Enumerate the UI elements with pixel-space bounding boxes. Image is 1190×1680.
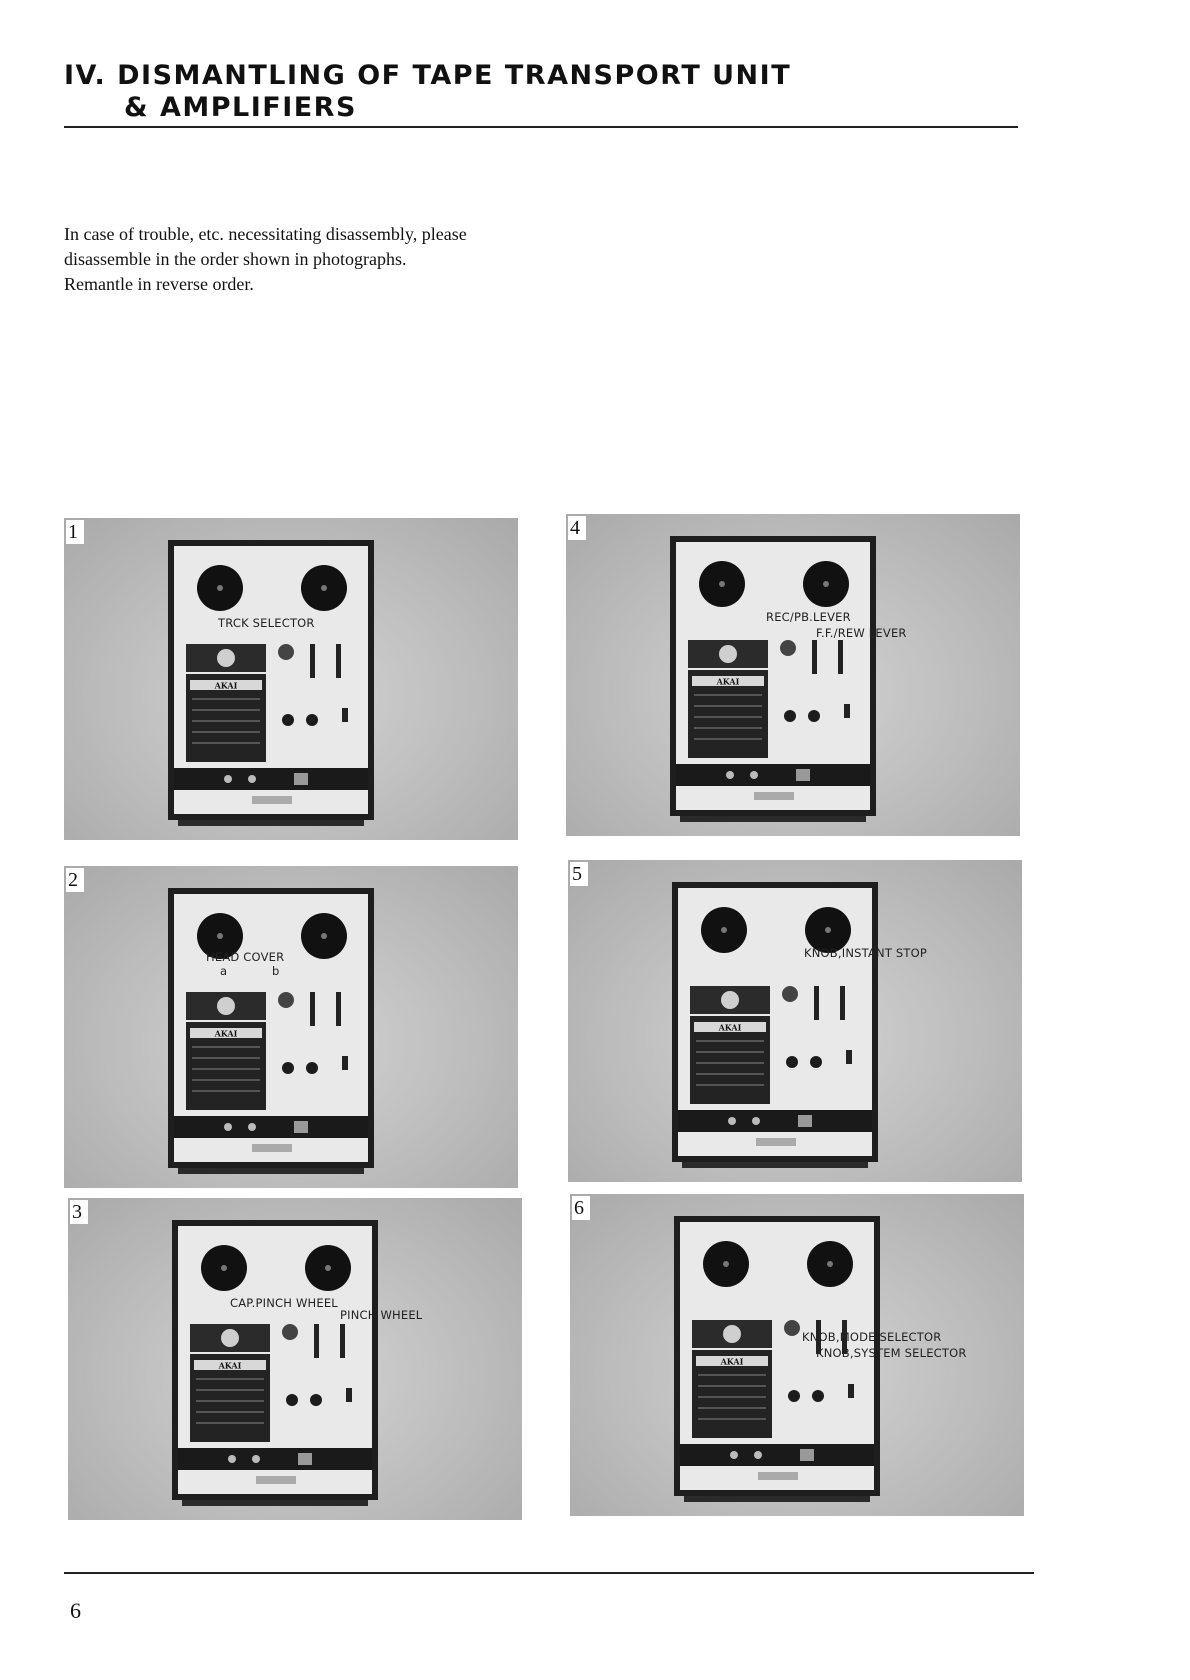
label-head-cover: HEAD COVER	[206, 950, 285, 964]
model-badge	[252, 796, 292, 804]
label-knob-instant-stop: KNOB,INSTANT STOP	[804, 946, 928, 960]
photo-number: 4	[568, 516, 586, 540]
meter-slot	[342, 1056, 348, 1070]
right-reel-hub	[321, 933, 327, 939]
section-heading-line2: & AMPLIFIERS	[124, 92, 357, 123]
ff-rew-lever	[840, 986, 845, 1020]
deck-group	[670, 536, 876, 822]
rec-lever	[814, 986, 819, 1020]
amp-grille-line	[698, 1385, 766, 1387]
left-reel-hub	[723, 1261, 729, 1267]
amp-grille-line	[694, 705, 762, 707]
cabinet-base	[178, 1168, 364, 1174]
amp-grille-line	[696, 1040, 764, 1042]
strip-switch	[796, 769, 810, 781]
strip-switch	[798, 1115, 812, 1127]
control-strip	[174, 768, 368, 790]
left-reel-hub	[217, 585, 223, 591]
mode-knob	[788, 1390, 800, 1402]
brand-name: AKAI	[716, 676, 740, 687]
amp-grille-line	[196, 1411, 264, 1413]
deck-group	[672, 882, 878, 1168]
footer-rule	[64, 1572, 1034, 1574]
label-rec-pb-lever: REC/PB.LEVER	[766, 610, 851, 624]
control-strip	[174, 1116, 368, 1138]
pinch-wheel	[784, 1320, 800, 1336]
label-ff-rew-lever: F.F./REW LEVER	[816, 626, 907, 640]
section-heading	[64, 60, 791, 124]
amp-grille-line	[694, 727, 762, 729]
tape-deck-illustration	[64, 866, 518, 1188]
amp-grille-line	[196, 1400, 264, 1402]
pinch-wheel	[278, 644, 294, 660]
cabinet-base	[684, 1496, 870, 1502]
strip-knob	[252, 1455, 260, 1463]
amp-grille-line	[698, 1396, 766, 1398]
tape-deck-illustration	[566, 514, 1020, 836]
control-strip	[178, 1448, 372, 1470]
meter-slot	[846, 1050, 852, 1064]
left-reel-hub	[721, 927, 727, 933]
strip-knob	[726, 771, 734, 779]
amp-grille-line	[196, 1378, 264, 1380]
ff-rew-lever	[336, 644, 341, 678]
mode-knob	[786, 1056, 798, 1068]
intro-line-2: disassemble in the order shown in photographs.	[64, 249, 407, 269]
deck-group	[168, 540, 374, 826]
system-knob	[812, 1390, 824, 1402]
amp-grille-line	[192, 731, 260, 733]
left-reel-hub	[719, 581, 725, 587]
model-badge	[252, 1144, 292, 1152]
photo-5	[568, 860, 1022, 1182]
cabinet-base	[178, 820, 364, 826]
brand-name: AKAI	[214, 1028, 238, 1039]
amp-grille-line	[698, 1407, 766, 1409]
strip-knob	[750, 771, 758, 779]
meter-slot	[346, 1388, 352, 1402]
amp-grille-line	[196, 1422, 264, 1424]
photo-number: 3	[70, 1200, 88, 1224]
system-knob	[310, 1394, 322, 1406]
amp-grille-line	[192, 1079, 260, 1081]
strip-knob	[224, 1123, 232, 1131]
model-badge	[256, 1476, 296, 1484]
amp-grille-line	[698, 1374, 766, 1376]
amp-grille-line	[696, 1051, 764, 1053]
strip-knob	[228, 1455, 236, 1463]
strip-switch	[800, 1449, 814, 1461]
amp-grille-line	[192, 1090, 260, 1092]
amp-grille-line	[696, 1062, 764, 1064]
amp-grille-line	[694, 694, 762, 696]
deck-group	[168, 888, 374, 1174]
photo-number: 2	[66, 868, 84, 892]
amp-grille-line	[192, 709, 260, 711]
brand-name: AKAI	[218, 1360, 242, 1371]
tape-deck-illustration	[568, 860, 1022, 1182]
amp-grille-line	[192, 1046, 260, 1048]
control-strip	[680, 1444, 874, 1466]
tape-deck-illustration	[64, 518, 518, 840]
heading-rule	[64, 126, 1018, 128]
photo-number: 1	[66, 520, 84, 544]
brand-name: AKAI	[214, 680, 238, 691]
intro-line-3: Remantle in reverse order.	[64, 274, 254, 294]
head-cover-knob	[723, 1325, 741, 1343]
ff-rew-lever	[336, 992, 341, 1026]
system-knob	[810, 1056, 822, 1068]
mode-knob	[282, 714, 294, 726]
strip-knob	[754, 1451, 762, 1459]
pinch-wheel	[780, 640, 796, 656]
right-reel-hub	[325, 1265, 331, 1271]
left-reel-hub	[221, 1265, 227, 1271]
system-knob	[306, 1062, 318, 1074]
mode-knob	[286, 1394, 298, 1406]
amp-grille-line	[696, 1084, 764, 1086]
label-knob-system-selector: KNOB,SYSTEM SELECTOR	[816, 1346, 967, 1360]
pinch-wheel	[782, 986, 798, 1002]
control-strip	[678, 1110, 872, 1132]
strip-knob	[248, 775, 256, 783]
amp-grille-line	[192, 1068, 260, 1070]
brand-name: AKAI	[718, 1022, 742, 1033]
strip-switch	[294, 773, 308, 785]
cabinet-base	[682, 1162, 868, 1168]
right-reel-hub	[825, 927, 831, 933]
head-cover-knob	[217, 649, 235, 667]
amp-grille-line	[192, 698, 260, 700]
section-heading-line1: IV. DISMANTLING OF TAPE TRANSPORT UNIT	[64, 60, 792, 91]
pinch-wheel	[282, 1324, 298, 1340]
label-a: a	[220, 964, 228, 978]
intro-line-1: In case of trouble, etc. necessitating disassembly, please	[64, 224, 467, 244]
amp-grille-line	[192, 720, 260, 722]
ff-rew-lever	[340, 1324, 345, 1358]
label-cap-pinch-wheel: CAP.PINCH WHEEL	[230, 1296, 338, 1310]
head-cover-knob	[721, 991, 739, 1009]
head-cover-knob	[217, 997, 235, 1015]
mode-knob	[282, 1062, 294, 1074]
amp-grille-line	[694, 738, 762, 740]
system-knob	[808, 710, 820, 722]
page-number: 6	[70, 1598, 81, 1623]
right-reel-hub	[823, 581, 829, 587]
strip-knob	[730, 1451, 738, 1459]
brand-name: AKAI	[720, 1356, 744, 1367]
tape-deck-illustration	[68, 1198, 522, 1520]
strip-knob	[224, 775, 232, 783]
meter-slot	[844, 704, 850, 718]
cabinet-base	[182, 1500, 368, 1506]
model-badge	[754, 792, 794, 800]
system-knob	[306, 714, 318, 726]
label-pinch-wheel: PINCH WHEEL	[340, 1308, 423, 1322]
strip-switch	[294, 1121, 308, 1133]
right-reel-hub	[827, 1261, 833, 1267]
head-cover-knob	[719, 645, 737, 663]
rec-lever	[314, 1324, 319, 1358]
photo-number: 6	[572, 1196, 590, 1220]
intro-paragraph	[64, 222, 518, 297]
amp-grille-line	[192, 742, 260, 744]
strip-switch	[298, 1453, 312, 1465]
label-knob-mode-selector: KNOB,MODE SELECTOR	[802, 1330, 942, 1344]
control-strip	[676, 764, 870, 786]
model-badge	[756, 1138, 796, 1146]
rec-lever	[310, 644, 315, 678]
rec-lever	[310, 992, 315, 1026]
right-reel-hub	[321, 585, 327, 591]
label-track-selector: TRCK SELECTOR	[218, 616, 315, 630]
ff-rew-lever	[838, 640, 843, 674]
head-cover-knob	[221, 1329, 239, 1347]
photo-number: 5	[570, 862, 588, 886]
mode-knob	[784, 710, 796, 722]
model-badge	[758, 1472, 798, 1480]
deck-group	[172, 1220, 378, 1506]
amp-grille-line	[694, 716, 762, 718]
left-reel-hub	[217, 933, 223, 939]
photo-2	[64, 866, 518, 1188]
meter-slot	[342, 708, 348, 722]
photo-6	[570, 1194, 1024, 1516]
pinch-wheel	[278, 992, 294, 1008]
cabinet-base	[680, 816, 866, 822]
photo-3	[68, 1198, 522, 1520]
rec-lever	[812, 640, 817, 674]
strip-knob	[248, 1123, 256, 1131]
amp-grille-line	[192, 1057, 260, 1059]
label-b: b	[272, 964, 280, 978]
photo-1	[64, 518, 518, 840]
meter-slot	[848, 1384, 854, 1398]
strip-knob	[752, 1117, 760, 1125]
amp-grille-line	[696, 1073, 764, 1075]
amp-grille-line	[698, 1418, 766, 1420]
photo-4	[566, 514, 1020, 836]
amp-grille-line	[196, 1389, 264, 1391]
strip-knob	[728, 1117, 736, 1125]
